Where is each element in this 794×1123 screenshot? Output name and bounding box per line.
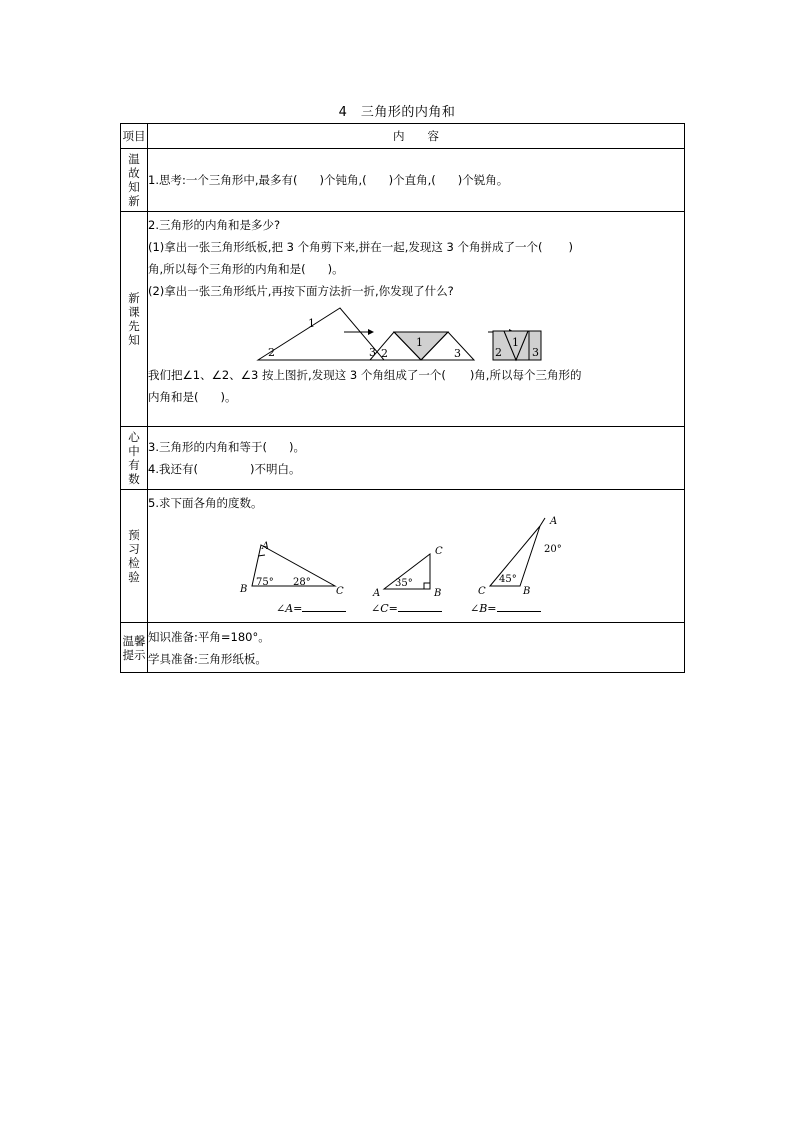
review-row: [121, 149, 685, 212]
tools-tip: 学具准备:三角形纸板。: [148, 651, 267, 666]
tips-row: [121, 623, 685, 673]
new-lesson-row: [121, 212, 685, 427]
answer-angle-B: ∠B=: [470, 600, 541, 615]
tips-section-label: 温馨提示: [122, 633, 146, 662]
step-1-line-b: 角,所以每个三角形的内角和是( )。: [148, 262, 344, 276]
question-1: 1.思考:一个三角形中,最多有( )个钝角,( )个直角,( )个锐角。: [148, 173, 509, 187]
triangle-2-vertex-A: A: [373, 588, 381, 598]
triangle-3-vertex-A: A: [550, 516, 558, 527]
step-2: (2)拿出一张三角形纸片,再按下面方法折一折,你发现了什么?: [148, 284, 454, 298]
fold-diagram: [148, 302, 684, 364]
question-4: 4.我还有( )不明白。: [148, 462, 301, 476]
reflect-content: [148, 427, 685, 490]
original-triangle: [258, 308, 384, 360]
answer-C-blank[interactable]: [398, 600, 442, 612]
triangle-1-vertex-A: A: [262, 541, 270, 552]
triangle-3-extension: [540, 518, 545, 526]
folded-angle-3-label: 3: [454, 347, 461, 360]
rect-angle-1-label: 1: [512, 336, 519, 349]
question-2: 2.三角形的内角和是多少?: [148, 218, 281, 232]
answer-A-blank[interactable]: [302, 600, 346, 612]
question-3: 3.三角形的内角和等于( )。: [148, 440, 305, 454]
reflect-row: [121, 427, 685, 490]
check-content: [148, 490, 685, 623]
triangle-1-angle-B: 75°: [256, 577, 274, 588]
new-lesson-content: [148, 212, 685, 427]
fold-angle-1-label: 1: [308, 317, 315, 330]
knowledge-tip: 知识准备:平角=180°。: [148, 629, 270, 644]
reflect-section-label: 心中有数: [128, 430, 140, 486]
check-row: [121, 490, 685, 623]
folded-angle-1-label: 1: [416, 336, 423, 349]
conclusion-line-a: 我们把∠1、∠2、∠3 按上图折,发现这 3 个角组成了一个( )角,所以每个三角形的: [148, 368, 582, 382]
triangle-1-vertex-C: C: [336, 586, 344, 597]
triangle-1-angle-C: 28°: [293, 577, 311, 588]
fold-angle-2-label: 2: [268, 346, 275, 359]
header-content-label: 内 容: [148, 124, 685, 149]
rect-angle-2-label: 2: [495, 346, 502, 359]
answer-blanks: [148, 598, 684, 620]
header-row: [121, 124, 685, 149]
rect-angle-3-label: 3: [532, 346, 539, 359]
triangle-3-angle-C: 45°: [499, 574, 517, 585]
page-title: 4 三角形的内角和: [338, 105, 456, 120]
folded-angle-2-label: 2: [381, 347, 388, 360]
answer-angle-A: ∠A=: [276, 600, 346, 615]
triangle-3-vertex-B: B: [523, 586, 531, 597]
triangle-1-vertex-B: B: [240, 584, 248, 595]
step-1-line-a: (1)拿出一张三角形纸板,把 3 个角剪下来,拼在一起,发现这 3 个角拼成了一个( ): [148, 240, 573, 254]
check-section-label: 预习检验: [128, 528, 140, 584]
review-content: [148, 149, 685, 212]
triangle-3-vertex-C: C: [478, 586, 486, 597]
triangle-3-exterior-angle: 20°: [544, 544, 562, 555]
answer-B-blank[interactable]: [497, 600, 541, 612]
new-lesson-section-label: 新课先知: [128, 291, 140, 347]
preview-worksheet-table: [120, 123, 685, 673]
triangle-2-right-angle-mark: [424, 583, 430, 589]
fold-angle-3-label: 3: [369, 346, 376, 359]
conclusion-line-b: 内角和是( )。: [148, 390, 237, 404]
triangle-2-angle-A: 35°: [395, 578, 413, 589]
tips-content: [148, 623, 685, 673]
review-section-label: 温故知新: [128, 152, 140, 208]
triangle-2-vertex-B: B: [434, 588, 442, 598]
header-item-label: 项目: [121, 124, 148, 149]
question-5: 5.求下面各角的度数。: [148, 496, 263, 510]
triangles-figure: [148, 514, 684, 598]
triangle-2-vertex-C: C: [435, 546, 443, 557]
answer-angle-C: ∠C=: [371, 600, 442, 615]
